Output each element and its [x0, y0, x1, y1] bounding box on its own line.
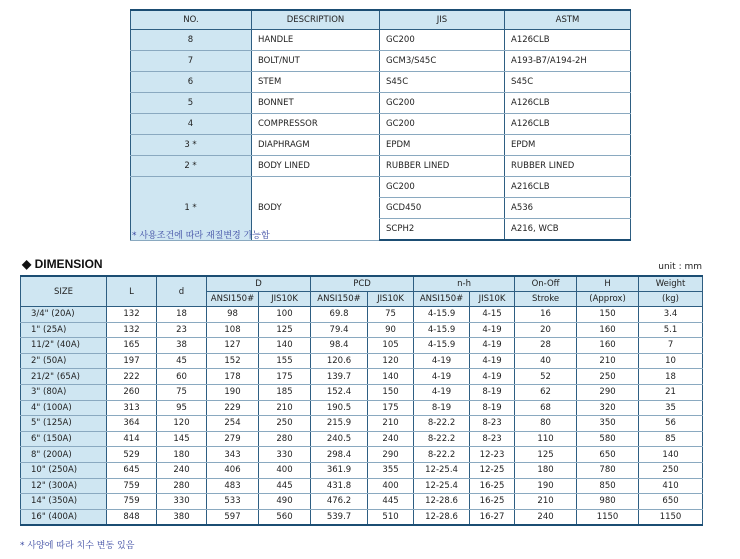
weight-cell: 250 — [639, 462, 703, 478]
pcd-jis-cell: 90 — [368, 322, 414, 338]
d-ansi-cell: 152 — [207, 353, 259, 369]
part-description: BONNET — [252, 93, 380, 114]
pcd-jis-cell: 75 — [368, 307, 414, 323]
dimension-row — [21, 478, 703, 494]
dimension-table — [20, 275, 703, 526]
header-h-bottom: (Approx) — [577, 292, 639, 307]
h-cell: 250 — [577, 369, 639, 385]
nh-ansi-cell: 4-15.9 — [414, 322, 470, 338]
pcd-ansi-cell: 240.5 — [311, 431, 368, 447]
pcd-ansi-cell: 190.5 — [311, 400, 368, 416]
stroke-cell: 52 — [515, 369, 577, 385]
header-astm: ASTM — [505, 10, 631, 30]
dimension-row — [21, 307, 703, 323]
d-cell: 330 — [157, 494, 207, 510]
weight-cell: 7 — [639, 338, 703, 354]
header-weight-top: Weight — [639, 276, 703, 292]
pcd-ansi-cell: 79.4 — [311, 322, 368, 338]
materials-row — [131, 72, 631, 93]
d-jis-cell: 210 — [259, 400, 311, 416]
nh-ansi-cell: 12-25.4 — [414, 478, 470, 494]
pcd-jis-cell: 355 — [368, 462, 414, 478]
size-cell: 10" (250A) — [21, 462, 107, 478]
part-astm-material: A126CLB — [505, 30, 631, 51]
h-cell: 1150 — [577, 509, 639, 525]
d-jis-cell: 400 — [259, 462, 311, 478]
part-astm-material: A216CLB — [505, 177, 631, 198]
nh-ansi-cell: 8-22.2 — [414, 447, 470, 463]
h-cell: 580 — [577, 431, 639, 447]
d-cell: 240 — [157, 462, 207, 478]
h-cell: 780 — [577, 462, 639, 478]
d-cell: 180 — [157, 447, 207, 463]
nh-ansi-cell: 8-22.2 — [414, 431, 470, 447]
nh-jis-cell: 16-25 — [470, 478, 515, 494]
d-cell: 60 — [157, 369, 207, 385]
weight-cell: 35 — [639, 400, 703, 416]
part-jis-material: GC200 — [380, 93, 505, 114]
pcd-jis-cell: 290 — [368, 447, 414, 463]
part-number: 5 — [131, 93, 252, 114]
size-cell: 1" (25A) — [21, 322, 107, 338]
l-cell: 132 — [107, 307, 157, 323]
nh-jis-cell: 12-25 — [470, 462, 515, 478]
dimension-row — [21, 400, 703, 416]
nh-ansi-cell: 4-15.9 — [414, 307, 470, 323]
h-cell: 650 — [577, 447, 639, 463]
size-cell: 5" (125A) — [21, 416, 107, 432]
materials-row — [131, 135, 631, 156]
stroke-cell: 240 — [515, 509, 577, 525]
nh-jis-cell: 4-19 — [470, 338, 515, 354]
part-jis-material: S45C — [380, 72, 505, 93]
dimension-row — [21, 384, 703, 400]
d-cell: 95 — [157, 400, 207, 416]
dimension-header-row — [21, 276, 703, 292]
nh-ansi-cell: 12-28.6 — [414, 509, 470, 525]
part-astm-material: A126CLB — [505, 93, 631, 114]
part-jis-material: GC200 — [380, 177, 505, 198]
d-jis-cell: 330 — [259, 447, 311, 463]
pcd-jis-cell: 510 — [368, 509, 414, 525]
nh-ansi-cell: 8-19 — [414, 400, 470, 416]
d-ansi-cell: 483 — [207, 478, 259, 494]
part-number: 4 — [131, 114, 252, 135]
nh-jis-cell: 16-25 — [470, 494, 515, 510]
l-cell: 313 — [107, 400, 157, 416]
materials-row — [131, 177, 631, 198]
size-cell: 16" (400A) — [21, 509, 107, 525]
stroke-cell: 28 — [515, 338, 577, 354]
d-ansi-cell: 533 — [207, 494, 259, 510]
stroke-cell: 62 — [515, 384, 577, 400]
d-jis-cell: 560 — [259, 509, 311, 525]
pcd-ansi-cell: 120.6 — [311, 353, 368, 369]
pcd-jis-cell: 175 — [368, 400, 414, 416]
dimension-row — [21, 509, 703, 525]
d-ansi-cell: 279 — [207, 431, 259, 447]
d-cell: 38 — [157, 338, 207, 354]
pcd-ansi-cell: 298.4 — [311, 447, 368, 463]
size-cell: 11/2" (40A) — [21, 338, 107, 354]
weight-cell: 21 — [639, 384, 703, 400]
part-astm-material: A126CLB — [505, 114, 631, 135]
materials-body — [131, 30, 631, 241]
pcd-jis-cell: 400 — [368, 478, 414, 494]
d-ansi-cell: 178 — [207, 369, 259, 385]
dimension-row — [21, 431, 703, 447]
nh-ansi-cell: 12-25.4 — [414, 462, 470, 478]
pcd-jis-cell: 445 — [368, 494, 414, 510]
weight-cell: 3.4 — [639, 307, 703, 323]
h-cell: 290 — [577, 384, 639, 400]
header-d-jis: JIS10K — [259, 292, 311, 307]
l-cell: 529 — [107, 447, 157, 463]
part-number: 1 * — [131, 177, 252, 241]
part-description: BODY LINED — [252, 156, 380, 177]
nh-ansi-cell: 4-19 — [414, 369, 470, 385]
materials-row — [131, 93, 631, 114]
nh-jis-cell: 16-27 — [470, 509, 515, 525]
h-cell: 160 — [577, 338, 639, 354]
materials-row — [131, 114, 631, 135]
d-ansi-cell: 98 — [207, 307, 259, 323]
l-cell: 132 — [107, 322, 157, 338]
stroke-cell: 80 — [515, 416, 577, 432]
stroke-cell: 125 — [515, 447, 577, 463]
pcd-ansi-cell: 98.4 — [311, 338, 368, 354]
h-cell: 850 — [577, 478, 639, 494]
materials-header-row — [131, 10, 631, 30]
pcd-ansi-cell: 139.7 — [311, 369, 368, 385]
header-nh-ansi: ANSI150# — [414, 292, 470, 307]
stroke-cell: 40 — [515, 353, 577, 369]
part-jis-material: GCD450 — [380, 198, 505, 219]
part-astm-material: EPDM — [505, 135, 631, 156]
h-cell: 160 — [577, 322, 639, 338]
part-description: STEM — [252, 72, 380, 93]
weight-cell: 5.1 — [639, 322, 703, 338]
nh-jis-cell: 8-19 — [470, 400, 515, 416]
dimension-body — [21, 307, 703, 526]
part-number: 2 * — [131, 156, 252, 177]
part-description: DIAPHRAGM — [252, 135, 380, 156]
part-description: HANDLE — [252, 30, 380, 51]
d-jis-cell: 445 — [259, 478, 311, 494]
nh-jis-cell: 4-19 — [470, 353, 515, 369]
l-cell: 260 — [107, 384, 157, 400]
l-cell: 759 — [107, 494, 157, 510]
pcd-ansi-cell: 69.8 — [311, 307, 368, 323]
nh-jis-cell: 4-19 — [470, 369, 515, 385]
d-jis-cell: 100 — [259, 307, 311, 323]
d-cell: 23 — [157, 322, 207, 338]
d-jis-cell: 140 — [259, 338, 311, 354]
h-cell: 210 — [577, 353, 639, 369]
header-jis: JIS — [380, 10, 505, 30]
header-nh-jis: JIS10K — [470, 292, 515, 307]
header-nh: n-h — [414, 276, 515, 292]
nh-jis-cell: 4-15 — [470, 307, 515, 323]
d-cell: 18 — [157, 307, 207, 323]
materials-row — [131, 30, 631, 51]
stroke-cell: 68 — [515, 400, 577, 416]
part-number: 8 — [131, 30, 252, 51]
size-cell: 6" (150A) — [21, 431, 107, 447]
weight-cell: 18 — [639, 369, 703, 385]
stroke-cell: 210 — [515, 494, 577, 510]
header-d-small: d — [157, 276, 207, 307]
size-cell: 12" (300A) — [21, 478, 107, 494]
d-jis-cell: 250 — [259, 416, 311, 432]
pcd-ansi-cell: 431.8 — [311, 478, 368, 494]
d-cell: 45 — [157, 353, 207, 369]
d-cell: 120 — [157, 416, 207, 432]
weight-cell: 10 — [639, 353, 703, 369]
pcd-jis-cell: 140 — [368, 369, 414, 385]
materials-note: * 사용조건에 따라 재질변경 가능함 — [132, 231, 270, 241]
part-astm-material: A216, WCB — [505, 219, 631, 241]
weight-cell: 650 — [639, 494, 703, 510]
nh-jis-cell: 8-23 — [470, 431, 515, 447]
d-jis-cell: 490 — [259, 494, 311, 510]
pcd-ansi-cell: 215.9 — [311, 416, 368, 432]
materials-table — [130, 9, 631, 241]
size-cell: 3" (80A) — [21, 384, 107, 400]
size-cell: 14" (350A) — [21, 494, 107, 510]
d-cell: 75 — [157, 384, 207, 400]
d-cell: 145 — [157, 431, 207, 447]
header-no: NO. — [131, 10, 252, 30]
dimension-note: * 사양에 따라 치수 변동 있음 — [20, 541, 135, 551]
pcd-jis-cell: 210 — [368, 416, 414, 432]
nh-jis-cell: 4-19 — [470, 322, 515, 338]
part-number: 7 — [131, 51, 252, 72]
d-ansi-cell: 406 — [207, 462, 259, 478]
materials-row — [131, 51, 631, 72]
size-cell: 8" (200A) — [21, 447, 107, 463]
d-jis-cell: 125 — [259, 322, 311, 338]
l-cell: 645 — [107, 462, 157, 478]
weight-cell: 140 — [639, 447, 703, 463]
nh-jis-cell: 12-23 — [470, 447, 515, 463]
dimension-row — [21, 338, 703, 354]
part-jis-material: EPDM — [380, 135, 505, 156]
l-cell: 222 — [107, 369, 157, 385]
dimension-row — [21, 322, 703, 338]
d-ansi-cell: 254 — [207, 416, 259, 432]
header-pcd: PCD — [311, 276, 414, 292]
part-number: 3 * — [131, 135, 252, 156]
nh-ansi-cell: 12-28.6 — [414, 494, 470, 510]
d-ansi-cell: 229 — [207, 400, 259, 416]
nh-ansi-cell: 4-19 — [414, 384, 470, 400]
size-cell: 3/4" (20A) — [21, 307, 107, 323]
pcd-ansi-cell: 361.9 — [311, 462, 368, 478]
pcd-ansi-cell: 476.2 — [311, 494, 368, 510]
nh-jis-cell: 8-23 — [470, 416, 515, 432]
nh-ansi-cell: 4-19 — [414, 353, 470, 369]
h-cell: 150 — [577, 307, 639, 323]
l-cell: 197 — [107, 353, 157, 369]
d-ansi-cell: 190 — [207, 384, 259, 400]
part-description: BOLT/NUT — [252, 51, 380, 72]
pcd-jis-cell: 105 — [368, 338, 414, 354]
stroke-cell: 180 — [515, 462, 577, 478]
part-astm-material: RUBBER LINED — [505, 156, 631, 177]
header-h-top: H — [577, 276, 639, 292]
size-cell: 21/2" (65A) — [21, 369, 107, 385]
part-jis-material: RUBBER LINED — [380, 156, 505, 177]
pcd-jis-cell: 120 — [368, 353, 414, 369]
header-size: SIZE — [21, 276, 107, 307]
d-jis-cell: 175 — [259, 369, 311, 385]
part-jis-material: GC200 — [380, 30, 505, 51]
d-cell: 380 — [157, 509, 207, 525]
dimension-title: ◆ DIMENSION — [22, 257, 103, 271]
materials-row — [131, 156, 631, 177]
stroke-cell: 16 — [515, 307, 577, 323]
d-jis-cell: 155 — [259, 353, 311, 369]
pcd-ansi-cell: 539.7 — [311, 509, 368, 525]
stroke-cell: 110 — [515, 431, 577, 447]
weight-cell: 56 — [639, 416, 703, 432]
d-ansi-cell: 343 — [207, 447, 259, 463]
header-stroke-top: On-Off — [515, 276, 577, 292]
part-jis-material: GCM3/S45C — [380, 51, 505, 72]
weight-cell: 1150 — [639, 509, 703, 525]
l-cell: 848 — [107, 509, 157, 525]
header-l: L — [107, 276, 157, 307]
nh-jis-cell: 8-19 — [470, 384, 515, 400]
l-cell: 414 — [107, 431, 157, 447]
header-pcd-ansi: ANSI150# — [311, 292, 368, 307]
dimension-unit: unit : mm — [658, 262, 702, 272]
header-d-group: D — [207, 276, 311, 292]
dimension-row — [21, 494, 703, 510]
stroke-cell: 190 — [515, 478, 577, 494]
nh-ansi-cell: 4-15.9 — [414, 338, 470, 354]
part-jis-material: GC200 — [380, 114, 505, 135]
header-stroke-bottom: Stroke — [515, 292, 577, 307]
d-ansi-cell: 108 — [207, 322, 259, 338]
d-ansi-cell: 597 — [207, 509, 259, 525]
d-cell: 280 — [157, 478, 207, 494]
h-cell: 980 — [577, 494, 639, 510]
d-ansi-cell: 127 — [207, 338, 259, 354]
header-d-ansi: ANSI150# — [207, 292, 259, 307]
part-astm-material: S45C — [505, 72, 631, 93]
part-description: BODY — [252, 177, 380, 241]
size-cell: 4" (100A) — [21, 400, 107, 416]
stroke-cell: 20 — [515, 322, 577, 338]
dimension-row — [21, 416, 703, 432]
weight-cell: 85 — [639, 431, 703, 447]
l-cell: 165 — [107, 338, 157, 354]
header-weight-bottom: (kg) — [639, 292, 703, 307]
d-jis-cell: 185 — [259, 384, 311, 400]
nh-ansi-cell: 8-22.2 — [414, 416, 470, 432]
part-description: COMPRESSOR — [252, 114, 380, 135]
dimension-row — [21, 447, 703, 463]
part-number: 6 — [131, 72, 252, 93]
l-cell: 759 — [107, 478, 157, 494]
dimension-row — [21, 462, 703, 478]
header-pcd-jis: JIS10K — [368, 292, 414, 307]
part-astm-material: A193-B7/A194-2H — [505, 51, 631, 72]
weight-cell: 410 — [639, 478, 703, 494]
part-astm-material: A536 — [505, 198, 631, 219]
header-description: DESCRIPTION — [252, 10, 380, 30]
d-jis-cell: 280 — [259, 431, 311, 447]
l-cell: 364 — [107, 416, 157, 432]
h-cell: 350 — [577, 416, 639, 432]
dimension-row — [21, 369, 703, 385]
pcd-jis-cell: 150 — [368, 384, 414, 400]
pcd-ansi-cell: 152.4 — [311, 384, 368, 400]
h-cell: 320 — [577, 400, 639, 416]
dimension-row — [21, 353, 703, 369]
size-cell: 2" (50A) — [21, 353, 107, 369]
part-jis-material: SCPH2 — [380, 219, 505, 241]
pcd-jis-cell: 240 — [368, 431, 414, 447]
